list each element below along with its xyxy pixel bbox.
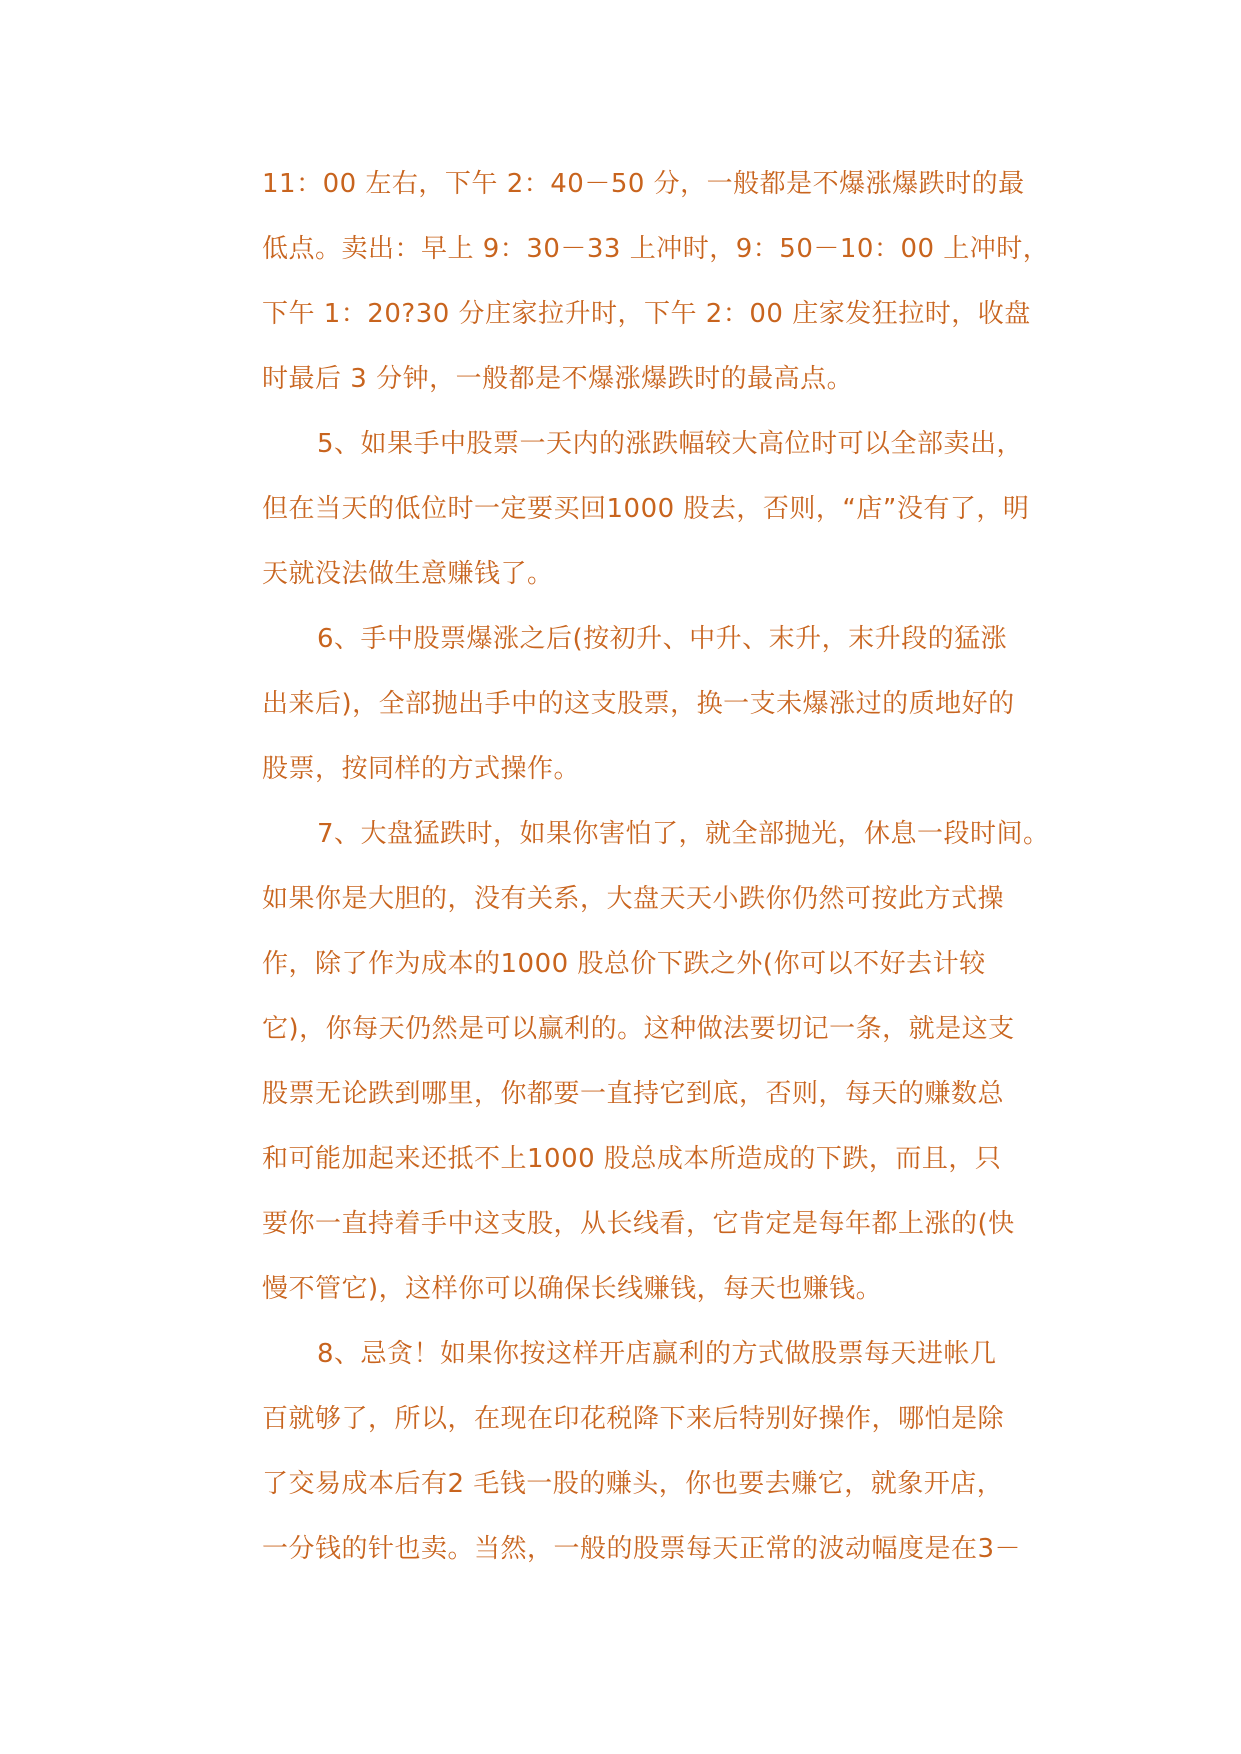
text-line: 股票无论跌到哪里，你都要一直持它到底，否则，每天的赚数总	[262, 1079, 1005, 1109]
text-line: 11：00 左右，下午 2：40－50 分，一般都是不爆涨爆跌时的最	[262, 169, 1025, 199]
text-line: 百就够了，所以，在现在印花税降下来后特别好操作，哪怕是除	[262, 1404, 1005, 1434]
text-line: 作，除了作为成本的1000 股总价下跌之外(你可以不好去计较	[262, 949, 986, 979]
text-line: 股票，按同样的方式操作。	[262, 754, 581, 784]
text-line: 要你一直持着手中这支股，从长线看，它肯定是每年都上涨的(快	[262, 1209, 1015, 1239]
paragraph-start-line: 5、如果手中股票一天内的涨跌幅较大高位时可以全部卖出，	[317, 429, 1024, 459]
paragraph-start-line: 8、忌贪！如果你按这样开店赢利的方式做股票每天进帐几	[317, 1339, 997, 1369]
text-line: 一分钱的针也卖。当然，一般的股票每天正常的波动幅度是在3－	[262, 1534, 1022, 1564]
text-line: 慢不管它)，这样你可以确保长线赚钱，每天也赚钱。	[262, 1274, 883, 1304]
text-line: 低点。卖出：早上 9：30－33 上冲时，9：50－10：00 上冲时，	[262, 234, 1050, 264]
text-line: 如果你是大胆的，没有关系，大盘天天小跌你仍然可按此方式操	[262, 884, 1005, 914]
text-line: 出来后)，全部抛出手中的这支股票，换一支未爆涨过的质地好的	[262, 689, 1015, 719]
paragraph-start-line: 7、大盘猛跌时，如果你害怕了，就全部抛光，休息一段时间。	[317, 819, 1050, 849]
paragraph-start-line: 6、手中股票爆涨之后(按初升、中升、末升，末升段的猛涨	[317, 624, 1008, 654]
text-line: 天就没法做生意赚钱了。	[262, 559, 554, 589]
text-line: 和可能加起来还抵不上1000 股总成本所造成的下跌，而且，只	[262, 1144, 1002, 1174]
text-line: 但在当天的低位时一定要买回1000 股去，否则，“店”没有了，明	[262, 494, 1030, 524]
text-line: 下午 1：20?30 分庄家拉升时，下午 2：00 庄家发狂拉时，收盘	[262, 299, 1031, 329]
text-line: 时最后 3 分钟，一般都是不爆涨爆跌时的最高点。	[262, 364, 854, 394]
text-line: 它)，你每天仍然是可以赢利的。这种做法要切记一条，就是这支	[262, 1014, 1015, 1044]
body-text	[262, 152, 1082, 1582]
text-line: 了交易成本后有2 毛钱一股的赚头，你也要去赚它，就象开店，	[262, 1469, 1004, 1499]
